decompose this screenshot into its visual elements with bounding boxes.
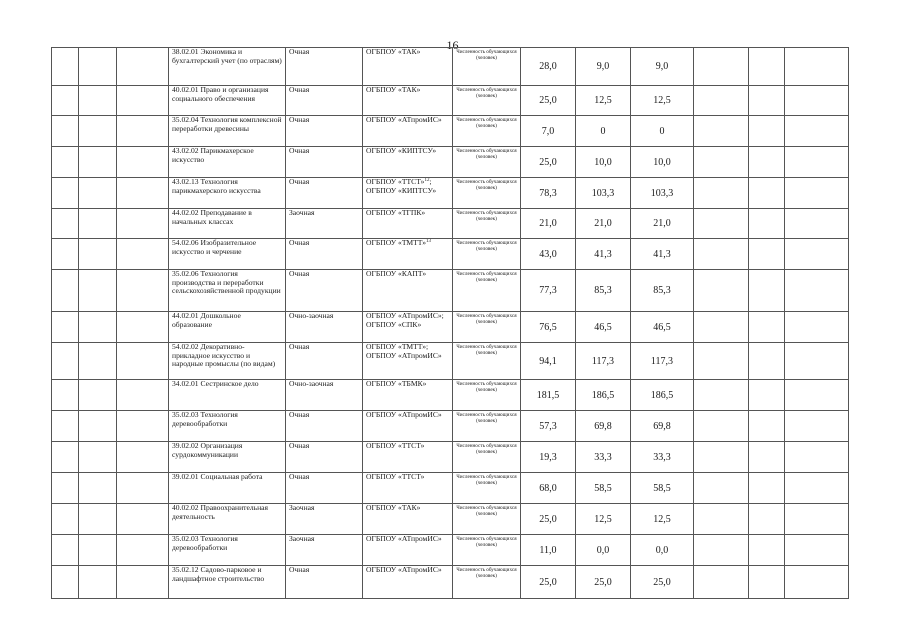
organization-name: ОГБПОУ «АТпромИС» <box>366 115 442 124</box>
value-cell: 186,5 <box>576 380 631 411</box>
value-cell: 57,3 <box>521 411 576 442</box>
empty-cell <box>694 380 749 411</box>
program-cell: 38.02.01 Экономика и бухгалтерский учет (по отраслям) <box>169 48 286 86</box>
empty-cell <box>117 48 169 86</box>
organization-cell <box>363 380 453 411</box>
empty-cell <box>117 343 169 380</box>
table-row <box>52 411 849 442</box>
study-form-cell: Очно-заочная <box>286 380 363 411</box>
empty-cell <box>785 178 849 209</box>
table-row <box>52 48 849 86</box>
empty-cell <box>52 147 79 178</box>
organization-name: ОГБПОУ «ТТСТ» <box>366 472 425 481</box>
value-cell: 41,3 <box>576 239 631 270</box>
value-cell: 33,3 <box>631 442 694 473</box>
empty-cell <box>79 504 117 535</box>
empty-cell <box>52 48 79 86</box>
empty-cell <box>749 116 785 147</box>
empty-cell <box>79 473 117 504</box>
value-cell: 76,5 <box>521 312 576 343</box>
empty-cell <box>79 48 117 86</box>
organization-cell <box>363 147 453 178</box>
program-cell: 39.02.01 Социальная работа <box>169 473 286 504</box>
empty-cell <box>79 411 117 442</box>
empty-cell <box>749 566 785 599</box>
value-cell: 103,3 <box>576 178 631 209</box>
study-form-cell: Очная <box>286 86 363 116</box>
empty-cell <box>117 209 169 239</box>
value-cell: 46,5 <box>576 312 631 343</box>
empty-cell <box>785 239 849 270</box>
value-cell: 181,5 <box>521 380 576 411</box>
value-cell: 25,0 <box>521 147 576 178</box>
organization-name: ОГБПОУ «ТМТТ»; ОГБПОУ «АТпромИС» <box>366 342 442 360</box>
empty-cell <box>52 239 79 270</box>
indicator-cell: Численность обучающихся (человек) <box>453 504 521 535</box>
organization-cell <box>363 116 453 147</box>
empty-cell <box>694 504 749 535</box>
table-row <box>52 209 849 239</box>
value-cell: 117,3 <box>631 343 694 380</box>
empty-cell <box>694 147 749 178</box>
indicator-cell: Численность обучающихся (человек) <box>453 566 521 599</box>
program-cell: 54.02.02 Декоративно-прикладное искусство и народные промыслы (по видам) <box>169 343 286 380</box>
empty-cell <box>117 535 169 566</box>
empty-cell <box>117 239 169 270</box>
organization-cell <box>363 312 453 343</box>
value-cell: 9,0 <box>576 48 631 86</box>
program-cell: 44.02.02 Преподавание в начальных классах <box>169 209 286 239</box>
table-row <box>52 239 849 270</box>
value-cell: 21,0 <box>631 209 694 239</box>
empty-cell <box>749 48 785 86</box>
empty-cell <box>117 116 169 147</box>
empty-cell <box>785 209 849 239</box>
value-cell: 78,3 <box>521 178 576 209</box>
empty-cell <box>52 380 79 411</box>
table-row <box>52 116 849 147</box>
table-row <box>52 535 849 566</box>
value-cell: 25,0 <box>631 566 694 599</box>
empty-cell <box>694 566 749 599</box>
study-form-cell: Очно-заочная <box>286 312 363 343</box>
value-cell: 11,0 <box>521 535 576 566</box>
empty-cell <box>79 380 117 411</box>
program-cell: 35.02.03 Технология деревообработки <box>169 535 286 566</box>
program-cell: 35.02.06 Технология производства и переработки сельскохозяйственной продукции <box>169 270 286 312</box>
value-cell: 85,3 <box>576 270 631 312</box>
study-form-cell: Очная <box>286 270 363 312</box>
empty-cell <box>52 343 79 380</box>
empty-cell <box>749 209 785 239</box>
value-cell: 12,5 <box>576 86 631 116</box>
indicator-cell: Численность обучающихся (человек) <box>453 411 521 442</box>
organization-name: ОГБПОУ «АТпромИС»; ОГБПОУ «СПК» <box>366 311 444 329</box>
empty-cell <box>785 86 849 116</box>
empty-cell <box>785 312 849 343</box>
empty-cell <box>117 86 169 116</box>
value-cell: 25,0 <box>521 504 576 535</box>
value-cell: 43,0 <box>521 239 576 270</box>
table-row <box>52 147 849 178</box>
program-cell: 35.02.04 Технология комплексной переработки древесины <box>169 116 286 147</box>
empty-cell <box>694 473 749 504</box>
empty-cell <box>785 442 849 473</box>
empty-cell <box>749 442 785 473</box>
program-cell: 40.02.01 Право и организация социального обеспечения <box>169 86 286 116</box>
table-row <box>52 178 849 209</box>
indicator-cell: Численность обучающихся (человек) <box>453 380 521 411</box>
value-cell: 10,0 <box>631 147 694 178</box>
empty-cell <box>52 312 79 343</box>
value-cell: 10,0 <box>576 147 631 178</box>
empty-cell <box>785 473 849 504</box>
empty-cell <box>79 147 117 178</box>
program-cell: 40.02.02 Правоохранительная деятельность <box>169 504 286 535</box>
indicator-cell: Численность обучающихся (человек) <box>453 473 521 504</box>
indicator-cell: Численность обучающихся (человек) <box>453 86 521 116</box>
value-cell: 12,5 <box>631 504 694 535</box>
empty-cell <box>694 343 749 380</box>
empty-cell <box>117 411 169 442</box>
organization-cell <box>363 566 453 599</box>
value-cell: 9,0 <box>631 48 694 86</box>
organization-name: ОГБПОУ «АТпромИС» <box>366 410 442 419</box>
indicator-cell: Численность обучающихся (человек) <box>453 535 521 566</box>
value-cell: 25,0 <box>521 566 576 599</box>
empty-cell <box>117 312 169 343</box>
value-cell: 68,0 <box>521 473 576 504</box>
indicator-cell: Численность обучающихся (человек) <box>453 270 521 312</box>
organization-cell <box>363 48 453 86</box>
study-form-cell: Очная <box>286 178 363 209</box>
empty-cell <box>694 86 749 116</box>
empty-cell <box>749 178 785 209</box>
empty-cell <box>785 566 849 599</box>
program-cell: 39.02.02 Организация сурдокоммуникации <box>169 442 286 473</box>
indicator-cell: Численность обучающихся (человек) <box>453 442 521 473</box>
indicator-cell: Численность обучающихся (человек) <box>453 343 521 380</box>
value-cell: 186,5 <box>631 380 694 411</box>
organization-name: ОГБПОУ «ТАК» <box>366 503 421 512</box>
organization-cell <box>363 209 453 239</box>
value-cell: 0,0 <box>576 535 631 566</box>
organization-cell <box>363 535 453 566</box>
study-form-cell: Заочная <box>286 504 363 535</box>
empty-cell <box>52 442 79 473</box>
value-cell: 12,5 <box>631 86 694 116</box>
empty-cell <box>694 209 749 239</box>
empty-cell <box>749 411 785 442</box>
indicator-cell: Численность обучающихся (человек) <box>453 312 521 343</box>
empty-cell <box>749 86 785 116</box>
empty-cell <box>52 178 79 209</box>
value-cell: 117,3 <box>576 343 631 380</box>
organization-cell <box>363 343 453 380</box>
organization-name: ОГБПОУ «АТпромИС» <box>366 534 442 543</box>
study-form-cell: Очная <box>286 147 363 178</box>
empty-cell <box>52 86 79 116</box>
table-row <box>52 270 849 312</box>
empty-cell <box>785 504 849 535</box>
value-cell: 0 <box>576 116 631 147</box>
organization-name: ОГБПОУ «ТГПК» <box>366 208 426 217</box>
empty-cell <box>749 312 785 343</box>
empty-cell <box>79 442 117 473</box>
value-cell: 28,0 <box>521 48 576 86</box>
empty-cell <box>749 380 785 411</box>
empty-cell <box>79 239 117 270</box>
organization-name: ОГБПОУ «ТБМК» <box>366 379 427 388</box>
organization-name-continued: ; ОГБПОУ «КИПТСУ» <box>366 177 437 195</box>
study-form-cell: Очная <box>286 239 363 270</box>
program-cell: 35.02.12 Садово-парковое и ландшафтное строительство <box>169 566 286 599</box>
empty-cell <box>694 116 749 147</box>
empty-cell <box>749 535 785 566</box>
empty-cell <box>79 209 117 239</box>
empty-cell <box>749 239 785 270</box>
table-row <box>52 86 849 116</box>
organization-name: ОГБПОУ «КИПТСУ» <box>366 146 437 155</box>
indicator-cell: Численность обучающихся (человек) <box>453 178 521 209</box>
value-cell: 41,3 <box>631 239 694 270</box>
empty-cell <box>117 147 169 178</box>
table-row <box>52 504 849 535</box>
indicator-cell: Численность обучающихся (человек) <box>453 48 521 86</box>
value-cell: 69,8 <box>576 411 631 442</box>
empty-cell <box>694 270 749 312</box>
value-cell: 21,0 <box>576 209 631 239</box>
program-cell: 34.02.01 Сестринское дело <box>169 380 286 411</box>
empty-cell <box>117 442 169 473</box>
empty-cell <box>79 116 117 147</box>
organization-cell <box>363 239 453 270</box>
table-row <box>52 312 849 343</box>
program-cell: 35.02.03 Технология деревообработки <box>169 411 286 442</box>
indicator-cell: Численность обучающихся (человек) <box>453 209 521 239</box>
empty-cell <box>117 566 169 599</box>
organization-cell <box>363 86 453 116</box>
empty-cell <box>52 270 79 312</box>
program-cell: 44.02.01 Дошкольное образование <box>169 312 286 343</box>
empty-cell <box>79 343 117 380</box>
organization-cell <box>363 178 453 209</box>
organization-name: ОГБПОУ «ТАК» <box>366 47 421 56</box>
empty-cell <box>694 312 749 343</box>
value-cell: 25,0 <box>521 86 576 116</box>
empty-cell <box>785 343 849 380</box>
empty-cell <box>694 535 749 566</box>
empty-cell <box>694 239 749 270</box>
table-row <box>52 343 849 380</box>
empty-cell <box>749 504 785 535</box>
organization-name: ОГБПОУ «ТМТТ» <box>366 238 427 247</box>
value-cell: 7,0 <box>521 116 576 147</box>
empty-cell <box>785 380 849 411</box>
empty-cell <box>79 178 117 209</box>
value-cell: 25,0 <box>576 566 631 599</box>
programs-table <box>51 47 849 599</box>
study-form-cell: Очная <box>286 566 363 599</box>
table-row <box>52 442 849 473</box>
program-cell: 54.02.06 Изобразительное искусство и черчение <box>169 239 286 270</box>
empty-cell <box>117 504 169 535</box>
empty-cell <box>117 380 169 411</box>
page-number: 16 <box>446 38 459 52</box>
empty-cell <box>52 473 79 504</box>
organization-cell <box>363 473 453 504</box>
study-form-cell: Очная <box>286 473 363 504</box>
empty-cell <box>785 411 849 442</box>
indicator-cell: Численность обучающихся (человек) <box>453 147 521 178</box>
empty-cell <box>785 535 849 566</box>
table-row <box>52 380 849 411</box>
empty-cell <box>79 270 117 312</box>
organization-cell <box>363 411 453 442</box>
value-cell: 58,5 <box>631 473 694 504</box>
empty-cell <box>694 442 749 473</box>
empty-cell <box>79 86 117 116</box>
empty-cell <box>749 473 785 504</box>
value-cell: 77,3 <box>521 270 576 312</box>
empty-cell <box>79 535 117 566</box>
table-row <box>52 473 849 504</box>
organization-name: ОГБПОУ «ТАК» <box>366 85 421 94</box>
empty-cell <box>117 178 169 209</box>
empty-cell <box>694 178 749 209</box>
value-cell: 33,3 <box>576 442 631 473</box>
value-cell: 0,0 <box>631 535 694 566</box>
study-form-cell: Заочная <box>286 535 363 566</box>
indicator-cell: Численность обучающихся (человек) <box>453 116 521 147</box>
organization-name: ОГБПОУ «АТпромИС» <box>366 565 442 574</box>
empty-cell <box>785 48 849 86</box>
empty-cell <box>785 116 849 147</box>
footnote-reference: 13 <box>426 239 432 244</box>
indicator-cell: Численность обучающихся (человек) <box>453 239 521 270</box>
empty-cell <box>52 535 79 566</box>
value-cell: 12,5 <box>576 504 631 535</box>
empty-cell <box>52 411 79 442</box>
value-cell: 21,0 <box>521 209 576 239</box>
empty-cell <box>52 566 79 599</box>
empty-cell <box>117 270 169 312</box>
table-row <box>52 566 849 599</box>
value-cell: 94,1 <box>521 343 576 380</box>
value-cell: 103,3 <box>631 178 694 209</box>
empty-cell <box>117 473 169 504</box>
study-form-cell: Очная <box>286 411 363 442</box>
study-form-cell: Очная <box>286 48 363 86</box>
value-cell: 58,5 <box>576 473 631 504</box>
value-cell: 46,5 <box>631 312 694 343</box>
organization-cell <box>363 442 453 473</box>
program-cell: 43.02.02 Парикмахерское искусство <box>169 147 286 178</box>
empty-cell <box>694 411 749 442</box>
value-cell: 0 <box>631 116 694 147</box>
value-cell: 85,3 <box>631 270 694 312</box>
organization-name: ОГБПОУ «ТТСТ» <box>366 441 425 450</box>
empty-cell <box>749 270 785 312</box>
study-form-cell: Очная <box>286 116 363 147</box>
empty-cell <box>785 147 849 178</box>
empty-cell <box>52 504 79 535</box>
organization-cell <box>363 270 453 312</box>
value-cell: 19,3 <box>521 442 576 473</box>
empty-cell <box>52 209 79 239</box>
empty-cell <box>749 147 785 178</box>
organization-cell <box>363 504 453 535</box>
study-form-cell: Заочная <box>286 209 363 239</box>
empty-cell <box>52 116 79 147</box>
empty-cell <box>785 270 849 312</box>
empty-cell <box>749 343 785 380</box>
empty-cell <box>79 312 117 343</box>
study-form-cell: Очная <box>286 343 363 380</box>
study-form-cell: Очная <box>286 442 363 473</box>
organization-name: ОГБПОУ «КАПТ» <box>366 269 427 278</box>
footnote-reference: 12 <box>424 178 430 183</box>
organization-name: ОГБПОУ «ТТСТ» <box>366 177 425 186</box>
program-cell: 43.02.13 Технология парикмахерского искусства <box>169 178 286 209</box>
empty-cell <box>694 48 749 86</box>
empty-cell <box>79 566 117 599</box>
value-cell: 69,8 <box>631 411 694 442</box>
